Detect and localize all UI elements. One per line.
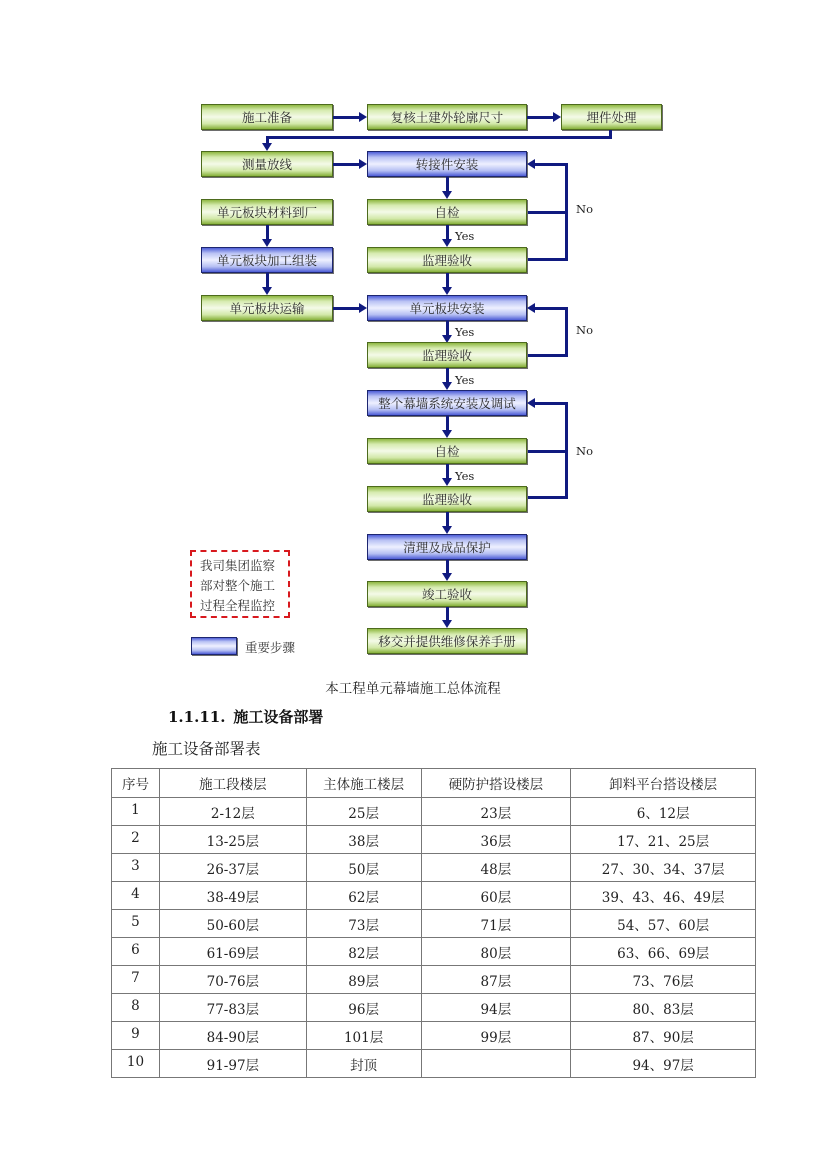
- step-label: 单元板块运输: [229, 301, 305, 316]
- step-supervise-3: [367, 486, 527, 512]
- cell: 91-97层: [159, 1050, 306, 1078]
- connector-line: [527, 450, 568, 453]
- step-label: 施工准备: [241, 110, 292, 125]
- arrow-left-icon: [527, 398, 535, 408]
- table-row: [112, 1022, 756, 1050]
- cell: 62层: [306, 882, 421, 910]
- cell: 61-69层: [159, 938, 306, 966]
- arrow-down-icon: [262, 287, 272, 295]
- arrow-down-icon: [442, 191, 452, 199]
- step-label: 整个幕墙系统安装及调试: [378, 396, 516, 411]
- cell: 101层: [306, 1022, 421, 1050]
- arrow-left-icon: [527, 159, 535, 169]
- header-cell: 主体施工楼层: [306, 769, 421, 798]
- cell: 26-37层: [159, 854, 306, 882]
- step-process-assemble: [201, 247, 333, 273]
- step-supervise-2: [367, 342, 527, 368]
- yes-label: Yes: [455, 325, 475, 339]
- table-row: [112, 1050, 756, 1078]
- step-label: 监理验收: [421, 253, 472, 268]
- cell: 84-90层: [159, 1022, 306, 1050]
- step-embed: [561, 104, 662, 130]
- yes-label: Yes: [455, 229, 475, 243]
- cell: 1: [112, 798, 160, 826]
- step-recheck: [367, 104, 527, 130]
- connector-line: [446, 464, 449, 478]
- connector-line: [446, 560, 449, 573]
- note-line: 过程全程监控: [200, 598, 276, 613]
- cell: 9: [112, 1022, 160, 1050]
- cell: 13-25层: [159, 826, 306, 854]
- arrow-down-icon: [262, 143, 272, 151]
- arrow-down-icon: [442, 526, 452, 534]
- step-cleanup: [367, 534, 527, 560]
- legend-swatch: [191, 637, 237, 655]
- step-system-install: [367, 390, 527, 416]
- arrow-right-icon: [359, 303, 367, 313]
- cell: 89层: [306, 966, 421, 994]
- cell: 96层: [306, 994, 421, 1022]
- cell: 94层: [421, 994, 571, 1022]
- connector-line: [565, 307, 568, 357]
- section-title: 施工设备部署: [233, 708, 324, 726]
- cell: 60层: [421, 882, 571, 910]
- step-label: 清理及成品保护: [403, 540, 491, 555]
- connector-line: [527, 354, 568, 357]
- cell: 99层: [421, 1022, 571, 1050]
- cell: 87层: [421, 966, 571, 994]
- connector-line: [527, 116, 553, 119]
- cell: 3: [112, 854, 160, 882]
- cell: 54、57、60层: [571, 910, 756, 938]
- cell: 77-83层: [159, 994, 306, 1022]
- arrow-down-icon: [442, 287, 452, 295]
- step-prep: [201, 104, 333, 130]
- table-row: [112, 826, 756, 854]
- header-cell: 序号: [112, 769, 160, 798]
- step-label: 测量放线: [241, 157, 292, 172]
- connector-line: [333, 163, 359, 166]
- connector-line: [446, 416, 449, 430]
- connector-line: [266, 273, 269, 287]
- cell: 73层: [306, 910, 421, 938]
- table-row: [112, 798, 756, 826]
- table-header-row: [112, 769, 756, 798]
- step-label: 移交并提供维修保养手册: [378, 634, 516, 649]
- cell: 87、90层: [571, 1022, 756, 1050]
- step-connector-install: [367, 151, 527, 177]
- step-label: 竣工验收: [421, 587, 472, 602]
- connector-line: [535, 307, 568, 310]
- no-label: No: [576, 444, 593, 458]
- connector-line: [333, 307, 359, 310]
- cell: 39、43、46、49层: [571, 882, 756, 910]
- cell: 25层: [306, 798, 421, 826]
- section-heading: [168, 706, 323, 727]
- cell: 封顶: [306, 1050, 421, 1078]
- yes-label: Yes: [455, 373, 475, 387]
- connector-line: [446, 512, 449, 526]
- connector-line: [446, 368, 449, 382]
- equipment-deployment-table: [111, 768, 756, 1078]
- cell: 38-49层: [159, 882, 306, 910]
- connector-line: [446, 321, 449, 335]
- cell: 23层: [421, 798, 571, 826]
- legend-label: 重要步骤: [245, 640, 296, 655]
- step-label: 单元板块安装: [409, 301, 485, 316]
- arrow-down-icon: [442, 382, 452, 390]
- cell: 48层: [421, 854, 571, 882]
- step-label: 自检: [434, 205, 460, 220]
- cell: 82层: [306, 938, 421, 966]
- arrow-down-icon: [442, 430, 452, 438]
- cell: 6: [112, 938, 160, 966]
- table-row: [112, 966, 756, 994]
- connector-line: [446, 607, 449, 620]
- connector-line: [333, 116, 359, 119]
- step-self-check-1: [367, 199, 527, 225]
- cell: 17、21、25层: [571, 826, 756, 854]
- cell: [421, 1050, 571, 1078]
- note-line: 我司集团监察: [200, 558, 276, 573]
- step-survey: [201, 151, 333, 177]
- cell: 50-60层: [159, 910, 306, 938]
- step-label: 单元板块材料到厂: [216, 205, 317, 220]
- cell: 80层: [421, 938, 571, 966]
- arrow-right-icon: [359, 159, 367, 169]
- arrow-down-icon: [442, 478, 452, 486]
- cell: 7: [112, 966, 160, 994]
- cell: 27、30、34、37层: [571, 854, 756, 882]
- cell: 71层: [421, 910, 571, 938]
- arrow-down-icon: [442, 239, 452, 247]
- cell: 6、12层: [571, 798, 756, 826]
- header-cell: 卸料平台搭设楼层: [571, 769, 756, 798]
- connector-line: [266, 225, 269, 239]
- yes-label: Yes: [455, 469, 475, 483]
- connector-line: [527, 211, 568, 214]
- no-label: No: [576, 202, 593, 216]
- connector-line: [446, 273, 449, 287]
- supervision-note: [190, 550, 290, 618]
- cell: 94、97层: [571, 1050, 756, 1078]
- cell: 5: [112, 910, 160, 938]
- step-supervise-1: [367, 247, 527, 273]
- section-number: 1.1.11.: [168, 708, 226, 726]
- step-self-check-2: [367, 438, 527, 464]
- arrow-down-icon: [442, 620, 452, 628]
- step-label: 转接件安装: [415, 157, 479, 172]
- arrow-down-icon: [442, 573, 452, 581]
- step-unit-install: [367, 295, 527, 321]
- no-label: No: [576, 323, 593, 337]
- table-row: [112, 994, 756, 1022]
- table-row: [112, 854, 756, 882]
- arrow-right-icon: [553, 112, 561, 122]
- cell: 2-12层: [159, 798, 306, 826]
- step-label: 复核土建外轮廓尺寸: [390, 110, 504, 125]
- note-line: 部对整个施工: [200, 578, 276, 593]
- table-title: 施工设备部署表: [152, 740, 261, 758]
- cell: 2: [112, 826, 160, 854]
- header-cell: 硬防护搭设楼层: [421, 769, 571, 798]
- connector-line: [266, 136, 269, 143]
- cell: 63、66、69层: [571, 938, 756, 966]
- arrow-down-icon: [262, 239, 272, 247]
- connector-line: [535, 163, 568, 166]
- connector-line: [446, 225, 449, 239]
- connector-line: [527, 496, 568, 499]
- table-row: [112, 910, 756, 938]
- cell: 4: [112, 882, 160, 910]
- step-label: 埋件处理: [586, 110, 637, 125]
- step-label: 监理验收: [421, 492, 472, 507]
- connector-line: [446, 177, 449, 191]
- cell: 80、83层: [571, 994, 756, 1022]
- arrow-left-icon: [527, 303, 535, 313]
- connector-line: [266, 136, 612, 139]
- step-completion: [367, 581, 527, 607]
- step-transport: [201, 295, 333, 321]
- step-label: 单元板块加工组装: [216, 253, 317, 268]
- cell: 10: [112, 1050, 160, 1078]
- cell: 73、76层: [571, 966, 756, 994]
- cell: 8: [112, 994, 160, 1022]
- step-handover: [367, 628, 527, 654]
- arrow-right-icon: [359, 112, 367, 122]
- header-cell: 施工段楼层: [159, 769, 306, 798]
- step-material-arrive: [201, 199, 333, 225]
- cell: 38层: [306, 826, 421, 854]
- connector-line: [527, 258, 568, 261]
- cell: 36层: [421, 826, 571, 854]
- step-label: 自检: [434, 444, 460, 459]
- cell: 50层: [306, 854, 421, 882]
- figure-caption: 本工程单元幕墙施工总体流程: [325, 681, 501, 697]
- step-label: 监理验收: [421, 348, 472, 363]
- table-row: [112, 882, 756, 910]
- table-row: [112, 938, 756, 966]
- connector-line: [535, 402, 568, 405]
- cell: 70-76层: [159, 966, 306, 994]
